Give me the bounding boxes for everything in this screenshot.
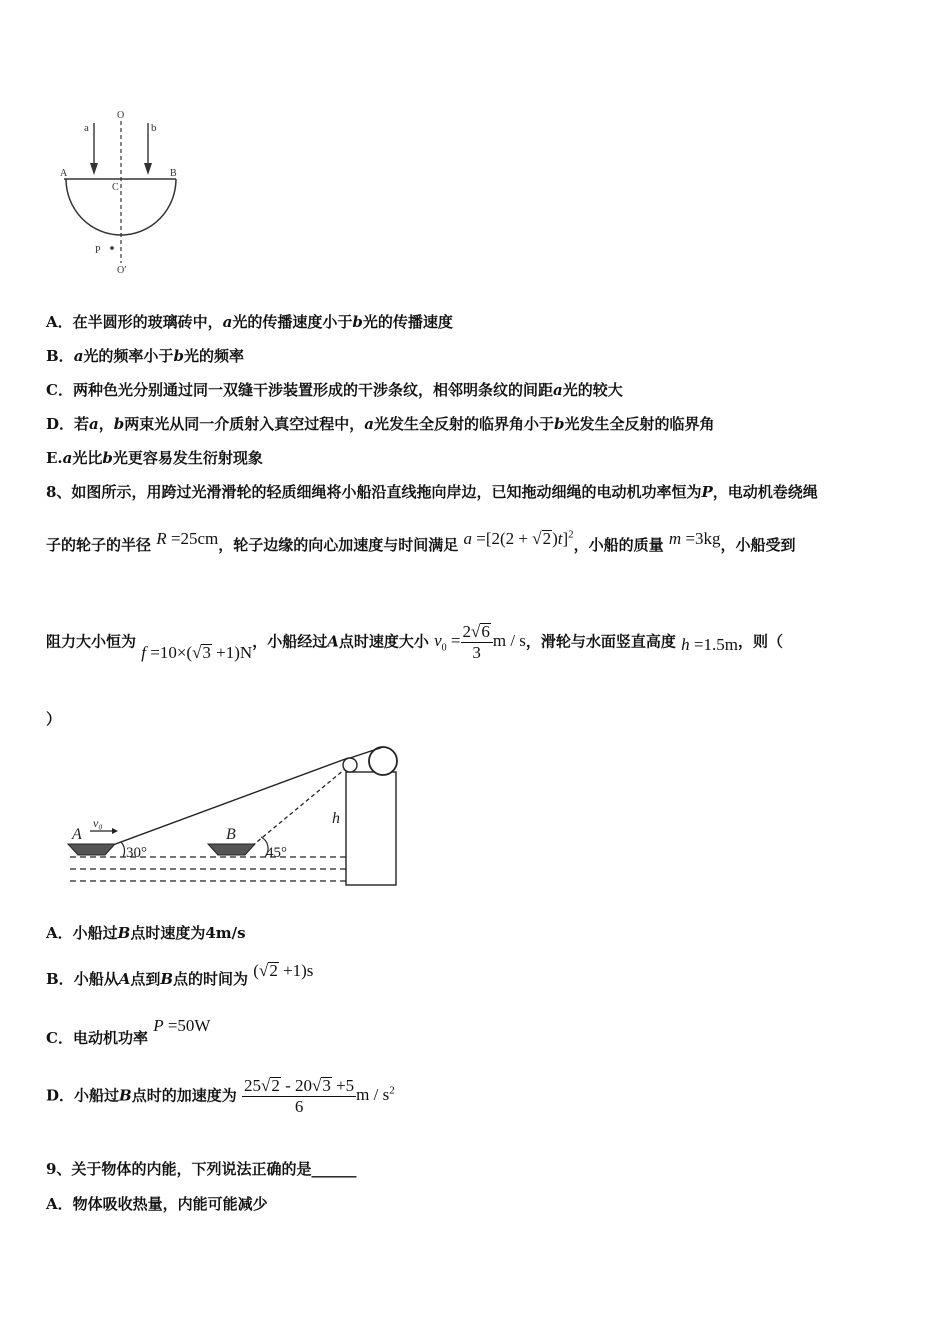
formula-power: P =50W: [153, 1016, 211, 1035]
rope-to-b-dashed: [252, 769, 345, 846]
q7-option-d: D．若a，b两束光从同一介质射入真空过程中，a光发生全反射的临界角小于b光发生全反射的临界角: [46, 415, 715, 433]
formula-resistance: f =10×(√3 +1)N: [141, 643, 253, 663]
label-angle-30: 30°: [126, 845, 147, 861]
formula-acceleration-b: $\frac{25√2 - 20√3 +5}{6}$ m / $s^2$: [243, 1076, 395, 1116]
label-v0: v₀: [93, 816, 103, 830]
figure-semicircle-prism: [50, 105, 200, 280]
figure-boat-pulley: [60, 735, 410, 895]
label-point-c: C: [112, 182, 119, 193]
q8-option-d: D．小船过B点时的加速度为 $\frac{25√2 - 20√3 +5}{6}$ m / $s^2$: [46, 1076, 395, 1116]
formula-acceleration: $a =[2(2 + √2)t]^2$: [463, 528, 574, 548]
q8-stem-line1: 8、如图所示，用跨过光滑滑轮的轻质细绳将小船沿直线拖向岸边，已知拖动细绳的电动机功率恒为P，电动机卷绕绳: [46, 483, 818, 501]
q8-option-b: B．小船从A点到B点的时间为 (√2 +1)s: [46, 961, 314, 988]
label-a: a: [84, 122, 89, 134]
label-point-p: P: [95, 245, 101, 256]
boat-b: [208, 844, 255, 855]
formula-radius: R =25cm: [156, 529, 219, 548]
pulley: [343, 758, 357, 772]
q8-stem-line4: ）: [46, 710, 62, 728]
label-o-prime: O′: [117, 265, 127, 276]
q7-option-a: A．在半圆形的玻璃砖中，a光的传播速度小于b光的传播速度: [46, 313, 453, 331]
q8-option-a: A．小船过B点时速度为4m/s: [46, 924, 246, 942]
velocity-arrow-head: [112, 828, 118, 834]
q8-option-c: C．电动机功率 P =50W: [46, 1016, 211, 1047]
boat-a: [68, 844, 115, 855]
angle-30-arc: [121, 842, 125, 857]
label-boat-b: B: [226, 826, 236, 843]
formula-mass: m =3kg: [668, 529, 721, 548]
label-o: O: [117, 110, 125, 121]
label-boat-a: A: [72, 826, 82, 843]
q7-option-c: C．两种色光分别通过同一双缝干涉装置形成的干涉条纹，相邻明条纹的间距a光的较大: [46, 381, 623, 399]
point-p: [110, 246, 114, 250]
q7-option-e: E.a光比b光更容易发生衍射现象: [46, 449, 263, 467]
motor-wheel: [369, 747, 397, 775]
label-height: h: [332, 810, 340, 827]
formula-initial-velocity: $v_0$ = $\frac{2√6}{3}$ m / s: [434, 622, 526, 662]
q9-option-a: A．物体吸收热量，内能可能减少: [46, 1195, 268, 1213]
formula-time: (√2 +1)s: [253, 961, 314, 980]
shore-platform: [346, 772, 396, 885]
label-point-b: B: [170, 168, 177, 179]
q8-stem-line2: 子的轮子的半径 R =25cm，轮子边缘的向心加速度与时间满足 $a =[2(2 + √2)t]^2$，小船的质量 m =3kg，小船受到: [46, 528, 796, 554]
label-angle-45: 45°: [266, 845, 287, 861]
q8-stem-line3: 阻力大小恒为 f =10×(√3 +1)N，小船经过A点时速度大小 $v_0$ = $\frac{2√6}{3}$ m / s，滑轮与水面竖直高度 h =1.5m，则（: [46, 622, 783, 663]
q7-option-b: B．a光的频率小于b光的频率: [46, 347, 244, 365]
arrow-b-head: [144, 163, 152, 175]
answer-blank[interactable]: ______: [311, 1160, 357, 1178]
label-b: b: [151, 122, 157, 134]
arrow-a-head: [90, 163, 98, 175]
label-point-a: A: [60, 168, 68, 179]
q9-stem: 9、关于物体的内能，下列说法正确的是______: [46, 1160, 357, 1178]
formula-height: h =1.5m: [681, 635, 738, 655]
